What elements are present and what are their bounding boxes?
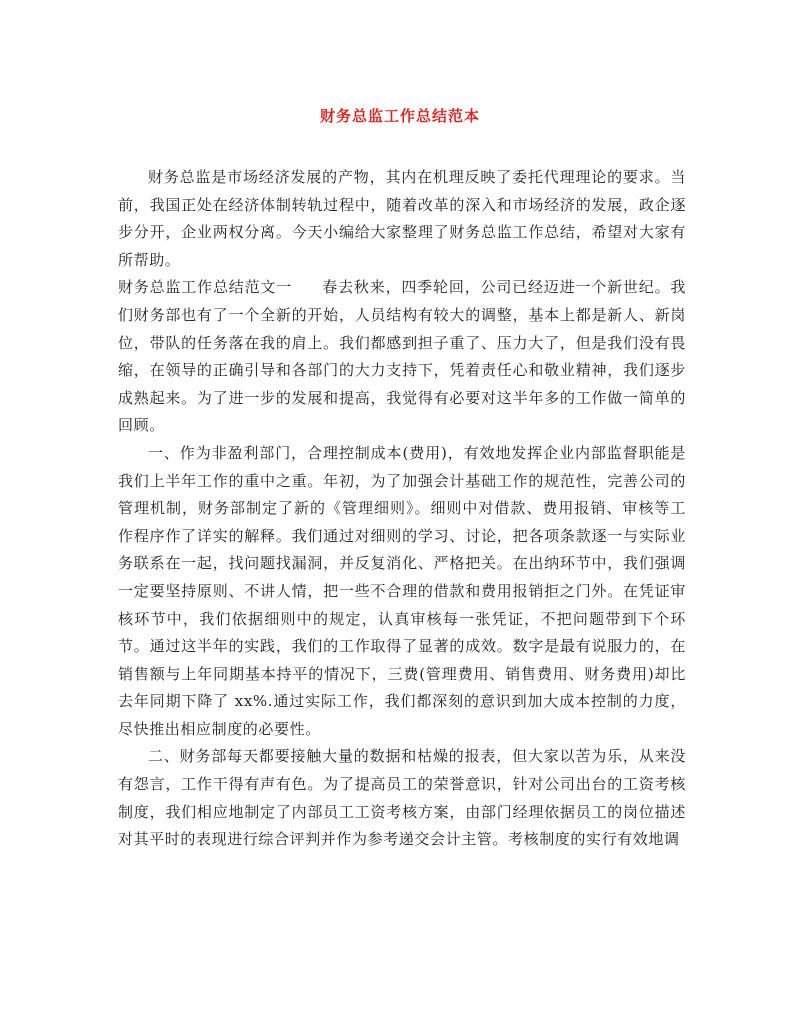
section-one-paragraph [118, 274, 686, 440]
section-heading: 财务总监工作总结范文一 [118, 278, 293, 297]
document-body [118, 164, 686, 854]
section-opening-text: 春去秋来，四季轮回，公司已经迈进一个新世纪。我们财务部也有了一个全新的开始，人员结构有较大的调整，基本上都是新人、新岗位，带队的任务落在我的肩上。我们都感到担子重了、压力大了，但是我们没有畏缩，在领导的正确引导和各部门的大力支持下，凭着责任心和敬业精神，我们逐步成熟起来。为了进一步的发展和提高，我觉得有必要对这半年多的工作做一简单的回顾。 [118, 278, 686, 435]
point-two-paragraph: 二、财务部每天都要接触大量的数据和枯燥的报表，但大家以苦为乐，从来没有怨言，工作干得有声有色。为了提高员工的荣誉意识，针对公司出台的工资考核制度，我们相应地制定了内部员工工资考核方案，由部门经理依据员工的岗位描述对其平时的表现进行综合评判并作为参考递交会计主管。考核制度的实行有效地调 [118, 747, 686, 849]
intro-paragraph: 财务总监是市场经济发展的产物，其内在机理反映了委托代理理论的要求。当前，我国正处在经济体制转轨过程中，随着改革的深入和市场经济的发展，政企逐步分开，企业两权分离。今天小编给大家整理了财务总监工作总结，希望对大家有所帮助。 [118, 168, 686, 269]
point-one-paragraph: 一、作为非盈利部门，合理控制成本(费用)，有效地发挥企业内部监督职能是我们上半年工作的重中之重。年初，为了加强会计基础工作的规范性，完善公司的管理机制，财务部制定了新的《管理细则》。细则中对借款、费用报销、审核等工作程序作了详实的解释。我们通过对细则的学习、讨论，把各项条款逐一与实际业务联系在一起，找问题找漏洞，并反复消化、严格把关。在出纳环节中，我们强调一定要坚持原则、不讲人情，把一些不合理的借款和费用报销拒之门外。在凭证审核环节中，我们依据细则中的规定，认真审核每一张凭证，不把问题带到下个环节。通过这半年的实践，我们的工作取得了显著的成效。数字是最有说服力的，在销售额与上年同期基本持平的情况下，三费(管理费用、销售费用、财务费用)却比去年同期下降了 xx%.通过实际工作，我们都深刻的意识到加大成本控制的力度，尽快推出相应制度的必要性。 [118, 443, 686, 738]
document-title: 财务总监工作总结范本 [319, 107, 480, 125]
